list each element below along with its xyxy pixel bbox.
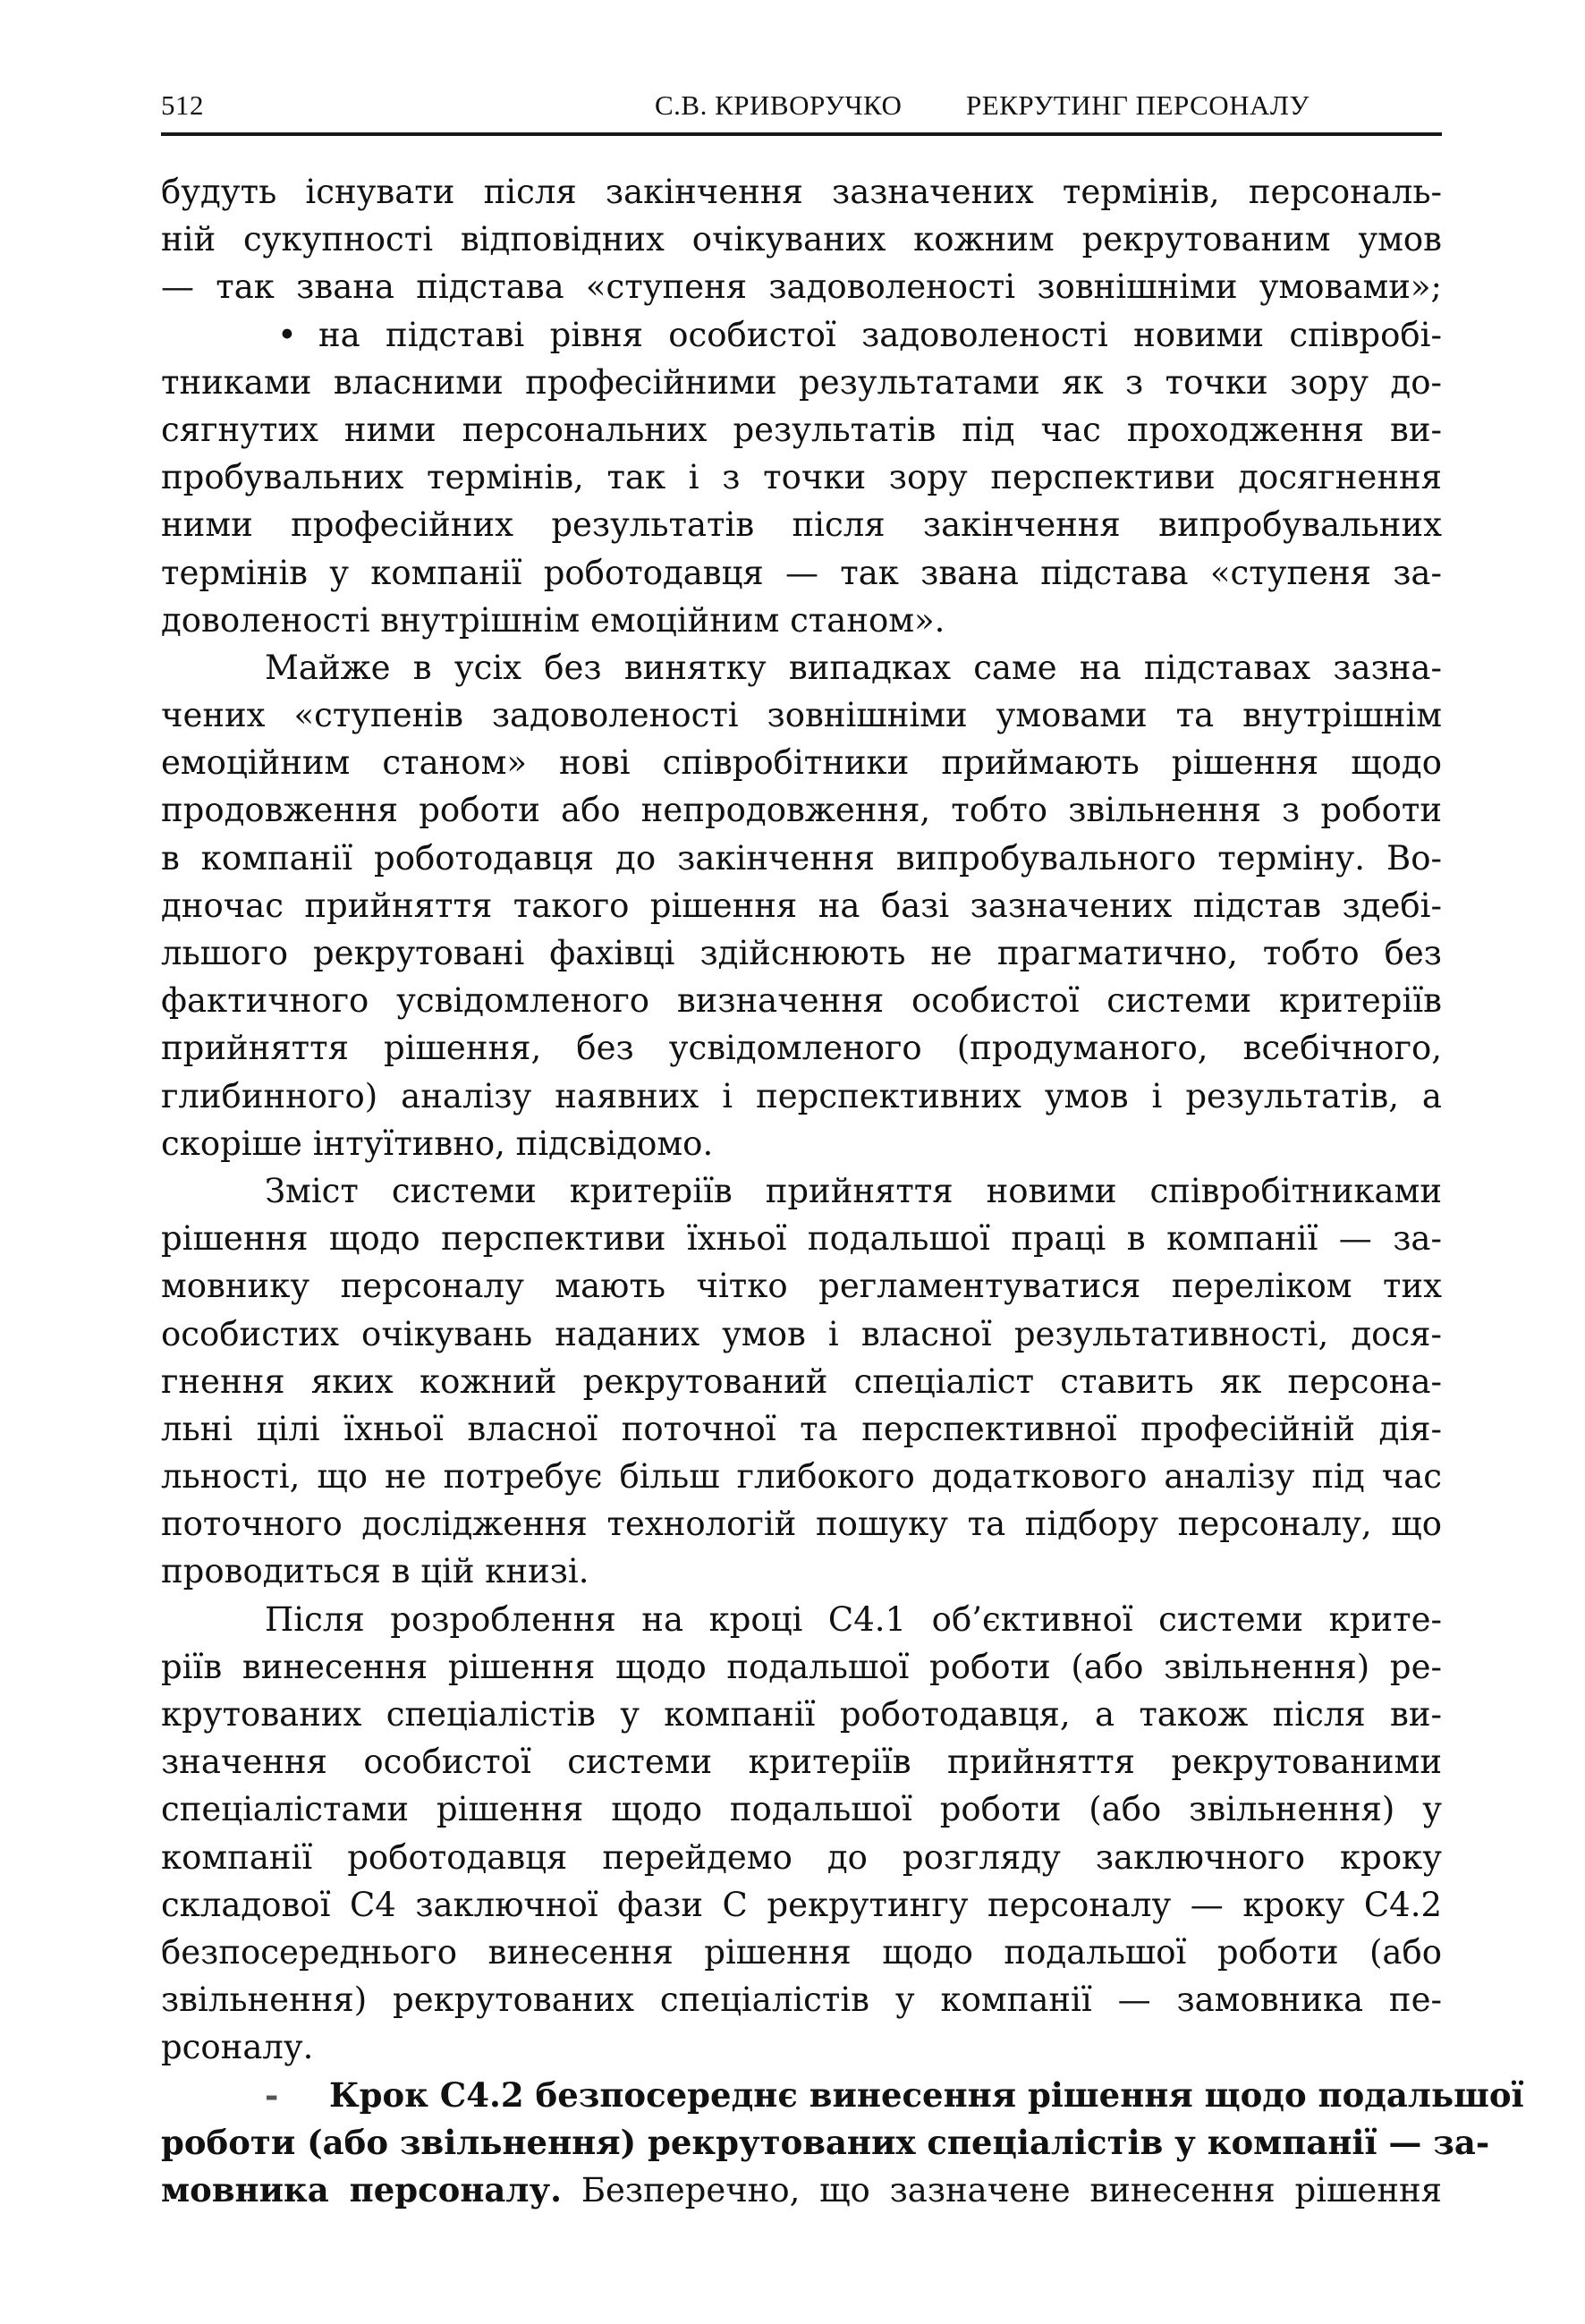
header-author: С.В. КРИВОРУЧКО bbox=[655, 89, 903, 121]
text-line: ріїв винесення рішення щодо подальшої роботи (або звільнення) ре- bbox=[161, 1647, 1442, 1686]
text-line: тниками власними професійними результатами як з точки зору до- bbox=[161, 362, 1442, 402]
text-line: ними професійних результатів після закінчення випробувальних bbox=[161, 505, 1442, 545]
step-heading-first-line bbox=[161, 2072, 1524, 2119]
text-line: доволеності внутрішнім емоційним станом». bbox=[161, 600, 945, 640]
step-heading-text: Крок С4.2 безпосереднє винесення рішення щодо подальшої bbox=[329, 2074, 1524, 2115]
bullet-item-first-line bbox=[161, 311, 1442, 359]
text-line: чених «ступенів задоволеності зовнішніми умовами та внутрішнім bbox=[161, 696, 1442, 735]
paragraph-first-line: Зміст системи критеріїв прийняття новими співробітниками bbox=[265, 1171, 1442, 1210]
step-marker: - bbox=[265, 2074, 279, 2115]
text-line: особистих очікувань наданих умов і власної результативності, дося- bbox=[161, 1314, 1442, 1353]
text-line: компанії роботодавця перейдемо до розгляду заключного кроку bbox=[161, 1837, 1442, 1877]
step-heading-last-line bbox=[161, 2167, 1442, 2214]
text-line: поточного дослідження технологій пошуку та підбору персоналу, що bbox=[161, 1505, 1442, 1544]
text-line: сягнутих ними персональних результатів під час проходження ви- bbox=[161, 410, 1442, 449]
text-line: звільнення) рекрутованих спеціалістів у компанії — замовника пе- bbox=[161, 1980, 1442, 2020]
text-line: льності, що не потребує більш глибокого додаткового аналізу під час bbox=[161, 1457, 1442, 1497]
text-line: емоційним станом» нові співробітники приймають рішення щодо bbox=[161, 743, 1442, 783]
paragraph-first-line: Після розроблення на кроці С4.1 об’єктивної системи крите- bbox=[265, 1599, 1442, 1639]
text-line: прийняття рішення, без усвідомленого (продуманого, всебічного, bbox=[161, 1029, 1442, 1068]
text-line: фактичного усвідомленого визначення особистої системи критеріїв bbox=[161, 981, 1442, 1021]
bullet-marker: • bbox=[277, 315, 297, 354]
text-line: рішення щодо перспективи їхньої подальшої праці в компанії — за- bbox=[161, 1219, 1442, 1259]
text-line: пробувальних термінів, так і з точки зору перспективи досягнення bbox=[161, 458, 1442, 497]
text-line: крутованих спеціалістів у компанії роботодавця, а також після ви- bbox=[161, 1695, 1442, 1734]
text-line: значення особистої системи критеріїв прийняття рекрутованими bbox=[161, 1743, 1442, 1782]
text-line: спеціалістами рішення щодо подальшої роботи (або звільнення) у bbox=[161, 1790, 1442, 1829]
text-line: рсоналу. bbox=[161, 2028, 314, 2067]
text-line: складової С4 заключної фази С рекрутингу персоналу — кроку С4.2 bbox=[161, 1885, 1442, 1924]
text-line: мовнику персоналу мають чітко регламентуватися переліком тих bbox=[161, 1267, 1442, 1306]
text-line: дночас прийняття такого рішення на базі зазначених підстав здебі- bbox=[161, 886, 1442, 925]
text-line: льні цілі їхньої власної поточної та перспективної професійній дія- bbox=[161, 1409, 1442, 1448]
text-line: — так звана підстава «ступеня задоволеності зовнішніми умовами»; bbox=[161, 267, 1442, 307]
step-heading-end: мовника персоналу. bbox=[161, 2169, 563, 2209]
step-heading-line: роботи (або звільнення) рекрутованих спеціалістів у компанії — за- bbox=[161, 2122, 1490, 2162]
text-line: льшого рекрутовані фахівці здійснюють не прагматично, тобто без bbox=[161, 934, 1442, 972]
text-line: безпосереднього винесення рішення щодо подальшої роботи (або bbox=[161, 1932, 1442, 1972]
text-line: глибинного) аналізу наявних і перспективних умов і результатів, а bbox=[161, 1076, 1442, 1115]
text-line: будуть існувати після закінчення зазначених термінів, персональ- bbox=[161, 173, 1442, 211]
text-line: в компанії роботодавця до закінчення випробувального терміну. Во- bbox=[161, 838, 1442, 878]
text-line: термінів у компанії роботодавця — так звана підстава «ступеня за- bbox=[161, 553, 1442, 592]
text-line: продовження роботи або непродовження, тобто звільнення з роботи bbox=[161, 791, 1442, 830]
text-line: Безперечно, що зазначене винесення рішення bbox=[562, 2170, 1442, 2209]
running-header bbox=[161, 82, 1442, 136]
paragraph-first-line: Майже в усіх без винятку випадках саме на підставах зазна- bbox=[265, 648, 1442, 687]
text-line: скоріше інтуїтивно, підсвідомо. bbox=[161, 1124, 714, 1163]
text-line: на підставі рівня особистої задоволеності новими співробі- bbox=[318, 315, 1442, 354]
text-line: проводиться в цій книзі. bbox=[161, 1552, 589, 1591]
text-line: ній сукупності відповідних очікуваних кожним рекрутованим умов bbox=[161, 220, 1442, 259]
text-line: гнення яких кожний рекрутований спеціаліст ставить як персона- bbox=[161, 1361, 1442, 1401]
header-book-title: РЕКРУТИНГ ПЕРСОНАЛУ bbox=[966, 89, 1310, 121]
page-body bbox=[161, 168, 1524, 2214]
page-number: 512 bbox=[161, 89, 204, 121]
